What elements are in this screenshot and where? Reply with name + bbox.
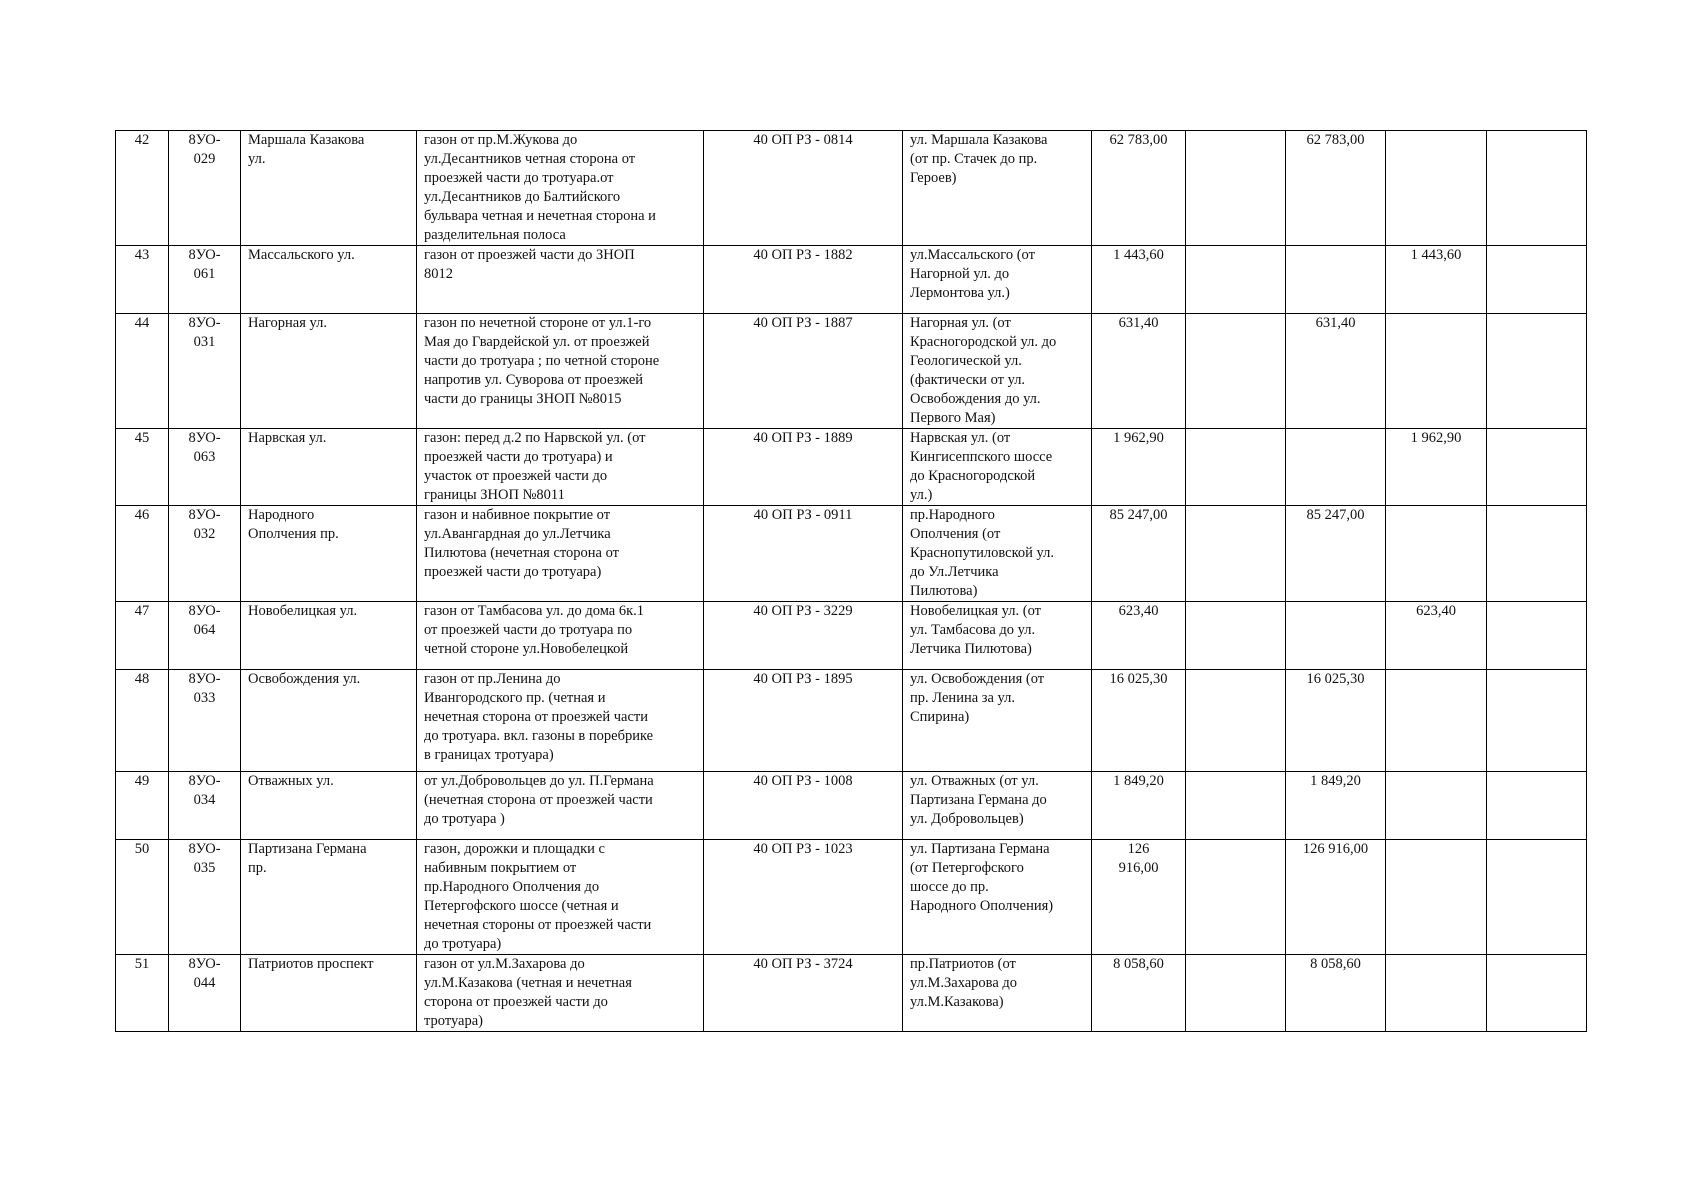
table-row — [116, 602, 1587, 670]
area-col-4-cell — [1487, 246, 1587, 314]
row-number-cell: 43 — [116, 246, 169, 314]
row-number-cell: 50 — [116, 840, 169, 955]
row-number-cell: 47 — [116, 602, 169, 670]
area-col-1-cell — [1186, 670, 1286, 772]
area-col-1-cell — [1186, 314, 1286, 429]
area-description-cell: газон по нечетной стороне от ул.1-го Мая до Гвардейской ул. от проезжей части до тротуара ; по четной стороне напротив ул. Суворова от проезжей части до границы ЗНОП №8015 — [417, 314, 704, 429]
registry-number-cell: 40 ОП РЗ - 0814 — [704, 131, 903, 246]
area-col-3-cell — [1386, 840, 1487, 955]
area-col-1-cell — [1186, 131, 1286, 246]
area-col-2-cell: 8 058,60 — [1286, 955, 1386, 1032]
street-name-cell: Патриотов проспект — [241, 955, 417, 1032]
area-col-1-cell — [1186, 602, 1286, 670]
area-col-2-cell: 1 849,20 — [1286, 772, 1386, 840]
total-area-cell: 1 849,20 — [1092, 772, 1186, 840]
table-row — [116, 506, 1587, 602]
street-name-cell: Нагорная ул. — [241, 314, 417, 429]
row-number-cell: 51 — [116, 955, 169, 1032]
registry-number-cell: 40 ОП РЗ - 1882 — [704, 246, 903, 314]
area-col-2-cell: 126 916,00 — [1286, 840, 1386, 955]
table-row — [116, 246, 1587, 314]
object-code-cell: 8УО- 029 — [169, 131, 241, 246]
registry-number-cell: 40 ОП РЗ - 1008 — [704, 772, 903, 840]
registry-number-cell: 40 ОП РЗ - 1023 — [704, 840, 903, 955]
area-col-4-cell — [1487, 602, 1587, 670]
area-col-3-cell — [1386, 955, 1487, 1032]
area-col-4-cell — [1487, 772, 1587, 840]
street-name-cell: Освобождения ул. — [241, 670, 417, 772]
road-section-cell: ул. Партизана Германа (от Петергофского шоссе до пр. Народного Ополчения) — [903, 840, 1092, 955]
total-area-cell: 62 783,00 — [1092, 131, 1186, 246]
table-row — [116, 772, 1587, 840]
area-col-2-cell — [1286, 429, 1386, 506]
area-col-2-cell: 631,40 — [1286, 314, 1386, 429]
street-name-cell: Новобелицкая ул. — [241, 602, 417, 670]
area-col-3-cell — [1386, 670, 1487, 772]
registry-number-cell: 40 ОП РЗ - 1895 — [704, 670, 903, 772]
table-row — [116, 670, 1587, 772]
table-row — [116, 840, 1587, 955]
area-description-cell: от ул.Добровольцев до ул. П.Германа (нечетная сторона от проезжей части до тротуара ) — [417, 772, 704, 840]
road-section-cell: ул. Отважных (от ул. Партизана Германа до ул. Добровольцев) — [903, 772, 1092, 840]
area-col-4-cell — [1487, 429, 1587, 506]
total-area-cell: 1 962,90 — [1092, 429, 1186, 506]
area-col-1-cell — [1186, 840, 1286, 955]
object-code-cell: 8УО- 044 — [169, 955, 241, 1032]
object-code-cell: 8УО- 034 — [169, 772, 241, 840]
area-col-1-cell — [1186, 772, 1286, 840]
object-code-cell: 8УО- 064 — [169, 602, 241, 670]
street-name-cell: Нарвская ул. — [241, 429, 417, 506]
area-col-3-cell — [1386, 131, 1487, 246]
total-area-cell: 1 443,60 — [1092, 246, 1186, 314]
area-col-3-cell — [1386, 772, 1487, 840]
object-code-cell: 8УО- 032 — [169, 506, 241, 602]
street-name-cell: Партизана Германа пр. — [241, 840, 417, 955]
street-name-cell: Народного Ополчения пр. — [241, 506, 417, 602]
area-description-cell: газон от ул.М.Захарова до ул.М.Казакова (четная и нечетная сторона от проезжей части до тротуара) — [417, 955, 704, 1032]
road-section-cell: ул. Освобождения (от пр. Ленина за ул. Спирина) — [903, 670, 1092, 772]
road-section-cell: ул. Маршала Казакова (от пр. Стачек до пр. Героев) — [903, 131, 1092, 246]
object-code-cell: 8УО- 063 — [169, 429, 241, 506]
total-area-cell: 126 916,00 — [1092, 840, 1186, 955]
object-code-cell: 8УО- 035 — [169, 840, 241, 955]
area-col-1-cell — [1186, 955, 1286, 1032]
area-col-3-cell: 1 962,90 — [1386, 429, 1487, 506]
row-number-cell: 48 — [116, 670, 169, 772]
area-col-4-cell — [1487, 131, 1587, 246]
row-number-cell: 46 — [116, 506, 169, 602]
table-row — [116, 429, 1587, 506]
registry-number-cell: 40 ОП РЗ - 1889 — [704, 429, 903, 506]
area-col-2-cell: 62 783,00 — [1286, 131, 1386, 246]
row-number-cell: 45 — [116, 429, 169, 506]
data-table — [115, 130, 1587, 1032]
street-name-cell: Отважных ул. — [241, 772, 417, 840]
area-col-1-cell — [1186, 246, 1286, 314]
row-number-cell: 44 — [116, 314, 169, 429]
road-section-cell: Нарвская ул. (от Кингисеппского шоссе до Красногородской ул.) — [903, 429, 1092, 506]
area-col-3-cell: 1 443,60 — [1386, 246, 1487, 314]
area-col-3-cell — [1386, 506, 1487, 602]
road-section-cell: пр.Народного Ополчения (от Краснопутиловской ул. до Ул.Летчика Пилютова) — [903, 506, 1092, 602]
area-col-2-cell: 16 025,30 — [1286, 670, 1386, 772]
registry-number-cell: 40 ОП РЗ - 0911 — [704, 506, 903, 602]
object-code-cell: 8УО- 061 — [169, 246, 241, 314]
area-description-cell: газон, дорожки и площадки с набивным покрытием от пр.Народного Ополчения до Петергофского шоссе (четная и нечетная стороны от проезжей части до тротуара) — [417, 840, 704, 955]
total-area-cell: 85 247,00 — [1092, 506, 1186, 602]
object-code-cell: 8УО- 031 — [169, 314, 241, 429]
area-description-cell: газон: перед д.2 по Нарвской ул. (от проезжей части до тротуара) и участок от проезжей части до границы ЗНОП №8011 — [417, 429, 704, 506]
area-col-1-cell — [1186, 506, 1286, 602]
area-description-cell: газон от пр.М.Жукова до ул.Десантников четная сторона от проезжей части до тротуара.от ул.Десантников до Балтийского бульвара четная и нечетная сторона и разделительная полоса — [417, 131, 704, 246]
table-row — [116, 131, 1587, 246]
area-description-cell: газон и набивное покрытие от ул.Авангардная до ул.Летчика Пилютова (нечетная сторона от проезжей части до тротуара) — [417, 506, 704, 602]
total-area-cell: 8 058,60 — [1092, 955, 1186, 1032]
registry-number-cell: 40 ОП РЗ - 3229 — [704, 602, 903, 670]
table-row — [116, 955, 1587, 1032]
area-description-cell: газон от пр.Ленина до Ивангородского пр. (четная и нечетная сторона от проезжей части до тротуара. вкл. газоны в поребрике в границах тротуара) — [417, 670, 704, 772]
road-section-cell: Нагорная ул. (от Красногородской ул. до Геологической ул. (фактически от ул. Освобождения до ул. Первого Мая) — [903, 314, 1092, 429]
area-description-cell: газон от Тамбасова ул. до дома 6к.1 от проезжей части до тротуара по четной стороне ул.Новобелецкой — [417, 602, 704, 670]
area-col-3-cell: 623,40 — [1386, 602, 1487, 670]
area-col-4-cell — [1487, 506, 1587, 602]
row-number-cell: 49 — [116, 772, 169, 840]
area-col-2-cell: 85 247,00 — [1286, 506, 1386, 602]
total-area-cell: 631,40 — [1092, 314, 1186, 429]
area-col-4-cell — [1487, 955, 1587, 1032]
street-name-cell: Маршала Казакова ул. — [241, 131, 417, 246]
area-col-4-cell — [1487, 670, 1587, 772]
area-col-2-cell — [1286, 602, 1386, 670]
table-row — [116, 314, 1587, 429]
object-code-cell: 8УО- 033 — [169, 670, 241, 772]
road-section-cell: ул.Массальского (от Нагорной ул. до Лермонтова ул.) — [903, 246, 1092, 314]
area-col-3-cell — [1386, 314, 1487, 429]
road-section-cell: Новобелицкая ул. (от ул. Тамбасова до ул. Летчика Пилютова) — [903, 602, 1092, 670]
total-area-cell: 623,40 — [1092, 602, 1186, 670]
registry-number-cell: 40 ОП РЗ - 1887 — [704, 314, 903, 429]
area-description-cell: газон от проезжей части до ЗНОП 8012 — [417, 246, 704, 314]
area-col-4-cell — [1487, 840, 1587, 955]
registry-number-cell: 40 ОП РЗ - 3724 — [704, 955, 903, 1032]
area-col-4-cell — [1487, 314, 1587, 429]
road-section-cell: пр.Патриотов (от ул.М.Захарова до ул.М.Казакова) — [903, 955, 1092, 1032]
area-col-2-cell — [1286, 246, 1386, 314]
total-area-cell: 16 025,30 — [1092, 670, 1186, 772]
street-name-cell: Массальского ул. — [241, 246, 417, 314]
area-col-1-cell — [1186, 429, 1286, 506]
row-number-cell: 42 — [116, 131, 169, 246]
